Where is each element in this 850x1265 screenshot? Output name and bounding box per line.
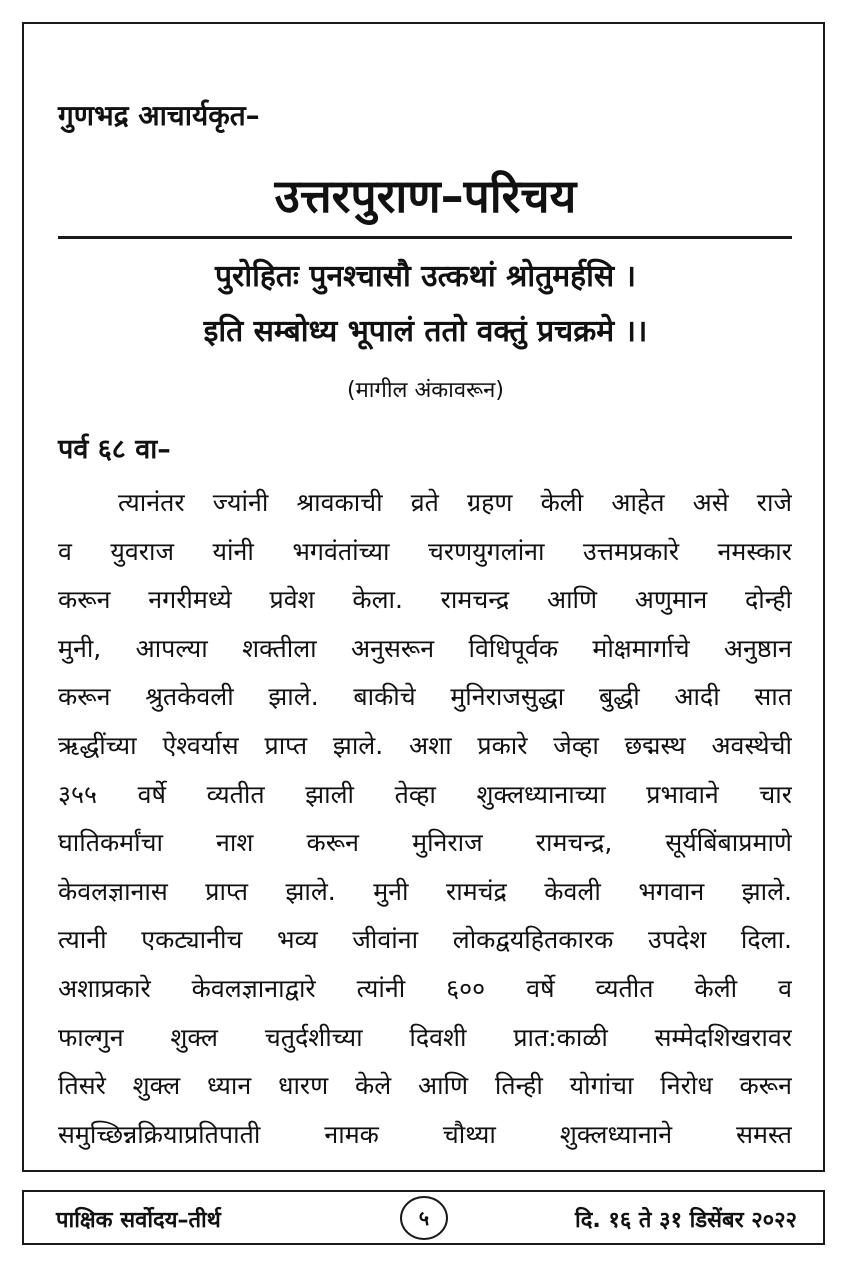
body-line: तिसरे शुक्ल ध्यान धारण केले आणि तिन्ही योगांचा निरोध करून: [58, 1071, 792, 1101]
body-line: त्यानी एकट्यानीच भव्य जीवांना लोकद्वयहितकारक उपदेश दिला.: [58, 925, 792, 955]
body-line: केवलज्ञानास प्राप्त झाले. मुनी रामचंद्र केवली भगवान झाले.: [58, 876, 792, 906]
body-line: व युवराज यांनी भगवंतांच्या चरणयुगलांना उत्तमप्रकारे नमस्कार: [58, 536, 792, 566]
author-line: गुणभद्र आचार्यकृत–: [58, 99, 260, 132]
body-line: घातिकर्मांचा नाश करून मुनिराज रामचन्द्र, सूर्यबिंबाप्रमाणे: [58, 828, 792, 858]
verse-line-1: पुरोहितः पुनश्चासौ उत्कथां श्रोतुमर्हसि ।: [215, 259, 636, 294]
body-line: ३५५ वर्षे व्यतीत झाली तेव्हा शुक्लध्यानाच्या प्रभावाने चार: [58, 779, 792, 809]
body-line: त्यानंतर ज्यांनी श्रावकाची व्रते ग्रहण केली आहेत असे राजे: [118, 488, 792, 517]
page-number-badge: ५: [400, 1196, 448, 1240]
continued-note: (मागील अंकावरून): [347, 378, 504, 403]
section-heading: पर्व ६८ वा–: [58, 434, 171, 465]
verse-line-2: इति सम्बोध्य भूपालं ततो वक्तुं प्रचक्रमे ।।: [203, 314, 648, 349]
body-line: ऋद्धींच्या ऐश्वर्यास प्राप्त झाले. अशा प्रकारे जेव्हा छद्मस्थ अवस्थेची: [58, 730, 792, 760]
article-frame: [22, 22, 825, 1172]
body-line: मुनी, आपल्या शक्तीला अनुसरून विधिपूर्वक मोक्षमार्गाचे अनुष्ठान: [58, 633, 792, 663]
body-line: अशाप्रकारे केवलज्ञानाद्वारे त्यांनी ६०० वर्षे व्यतीत केली व: [58, 973, 792, 1003]
title-divider: [58, 236, 792, 239]
body-text: [58, 479, 792, 1159]
issue-date: दि. १६ ते ३१ डिसेंबर २०२२: [575, 1208, 797, 1233]
body-line: फाल्गुन शुक्ल चतुर्दशीच्या दिवशी प्रात:काळी सम्मेदशिखरावर: [58, 1022, 792, 1052]
page-title: उत्तरपुराण–परिचय: [274, 169, 577, 223]
body-line: समुच्छिन्नक्रियाप्रतिपाती नामक चौथ्या शुक्लध्यानाने समस्त: [58, 1119, 792, 1149]
page-footer: [22, 1190, 825, 1245]
body-line: करून नगरीमध्ये प्रवेश केला. रामचन्द्र आणि अणुमान दोन्ही: [58, 585, 792, 615]
body-line: करून श्रुतकेवली झाले. बाकीचे मुनिराजसुद्धा बुद्धी आदी सात: [58, 682, 792, 712]
publication-name: पाक्षिक सर्वोदय–तीर्थ: [56, 1208, 221, 1233]
